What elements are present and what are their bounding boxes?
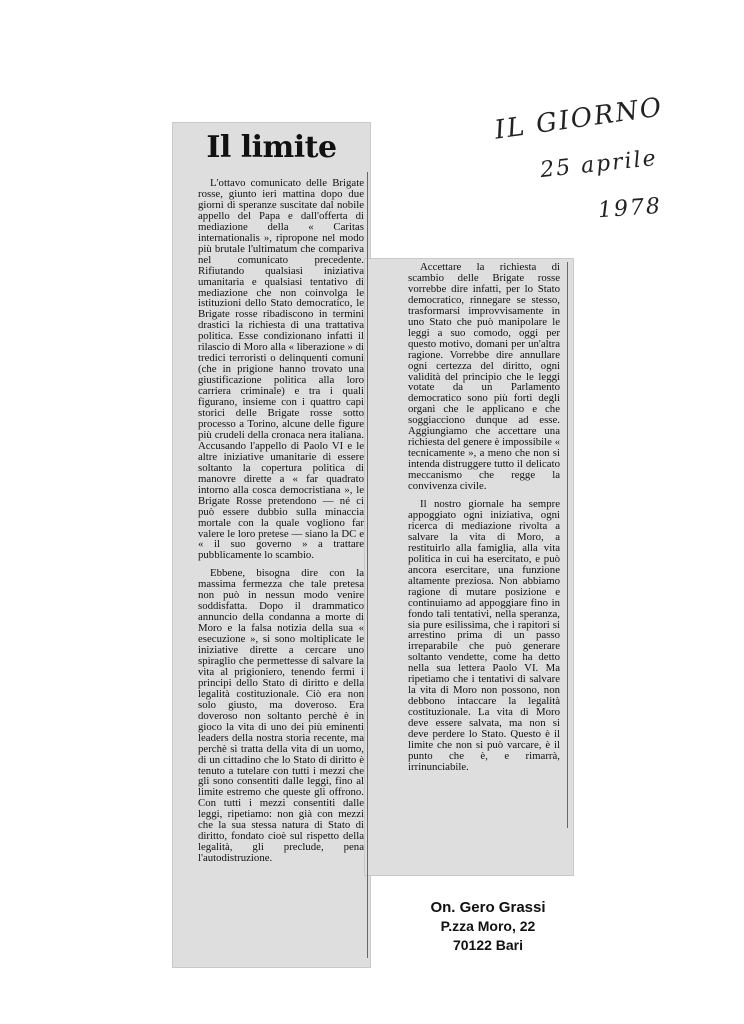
column-rule xyxy=(367,172,368,958)
article-column-right xyxy=(408,262,560,780)
column-rule xyxy=(567,262,568,828)
article-paragraph: Il nostro giornale ha sempre appoggiato ogni iniziativa, ogni ricerca di mediazione rivolta a salvare la vita di Moro, a restituirlo alla famiglia, alla vita politica in cui ha esercitato, e può ancora esercitare, una funzione altamente preziosa. Non abbiamo ragione di mutare posizione e continuiamo ad appoggiare fino in fondo tali tentativi, nella speranza, sia pure esilissima, che i rapitori si arrestino prima di un passo irreparabile che può generare soltanto vendette, come ha detto nella sua lettera Paolo VI. Ma ripetiamo che i tentativi di salvare la vita di Moro non possono, non debbono intaccare la legalità costituzionale. La vita di Moro deve essere salvata, ma non si deve perdere lo Stato. Questo è il limite che non si può varcare, è il punto che è, e rimarrà, irrinunciabile. xyxy=(408,498,560,773)
address-stamp xyxy=(400,898,576,955)
handwritten-year: 1978 xyxy=(597,193,663,224)
article-paragraph: Accettare la richiesta di scambio delle Brigate rosse vorrebbe dire infatti, per lo Stato democratico, rinnegare se stesso, trasformarsi improvvisamente in uno Stato che può manipolare le leggi a suo comodo, oggi per questo motivo, domani per un'altra ragione. Vorrebbe dire annullare ogni certezza del diritto, ogni validità del principio che le leggi votate da un Parlamento democratico sono più forti degli organi che le applicano e che soggiacciono dunque ad esse. Aggiungiamo che accettare una richiesta del genere è impossibile « tecnicamente », a meno che non si intenda distruggere tutto il delicato meccanismo che regge la convivenza civile. xyxy=(408,261,561,493)
stamp-city: 70122 Bari xyxy=(452,937,524,953)
article-headline: Il limite xyxy=(206,130,337,165)
article-paragraph: Ebbene, bisogna dire con la massima fermezza che tale pretesa non può in nessun modo venire soddisfatta. Dopo il drammatico annuncio della condanna a morte di Moro e la falsa notizia della sua « esecuzione », si sono moltiplicate le iniziative dirette a cercare uno spiraglio che permettesse di salvare la vita al prigioniero, tenendo fermi i principi dello Stato di diritto e della legalità costituzionale. Ciò era non solo giusto, ma doveroso. Era doveroso non soltanto perchè è in gioco la vita di uno dei più eminenti leaders della nostra storia recente, ma perchè si tratta della vita di un uomo, di un cittadino che lo Stato di diritto è tenuto a tutelare con tutti i mezzi che gli sono consentiti dalle leggi, fino al limite estremo che queste gli offrono. Con tutti i mezzi consentiti dalle leggi, ripetiamo: non già con mezzi che la sua stessa natura di Stato di diritto, fondato cioè sul rispetto della legalità, gli preclude, pena l'autodistruzione. xyxy=(198,567,364,865)
stamp-address: P.zza Moro, 22 xyxy=(440,918,536,934)
article-column-left xyxy=(198,178,364,871)
stamp-name: On. Gero Grassi xyxy=(430,899,546,916)
article-paragraph: L'ottavo comunicato delle Brigate rosse, giunto ieri mattina dopo due giorni di speranze suscitate dal nobile appello del Papa e dall'offerta di mediazione della « Caritas internationalis », ripropone nel modo più brutale l'ultimatum che compariva nel comunicato precedente. Rifiutando qualsiasi iniziativa umanitaria e qualsiasi tentativo di mediazione che non coinvolga le istituzioni dello Stato democratico, le Brigate rosse ribadiscono in termini drastici la richiesta di una trattativa politica. Esse condizionano infatti il rilascio di Moro alla « liberazione » di tredici terroristi o delinquenti comuni (che in prigione hanno trovato una giustificazione politica alla loro carriera criminale) e tra i quali figurano, insieme con i quattro capi storici delle Brigate rosse sotto processo a Torino, alcune delle figure più crudeli della cronaca nera italiana. Accusando l'appello di Paolo VI e le altre iniziative umanitarie di essere soltanto la copertura politica di manovre dirette a « far quadrato intorno alla cosca democristiana », le Brigate Rosse pretendono — né ci può essere dubbio sulla minaccia mortale con la quale vogliono far valere le loro pretese — siano la DC e « il suo governo » a trattare pubblicamente lo scambio. xyxy=(198,177,364,562)
handwritten-date: 25 aprile xyxy=(539,145,659,184)
handwritten-newspaper-name: IL GIORNO xyxy=(492,92,666,146)
